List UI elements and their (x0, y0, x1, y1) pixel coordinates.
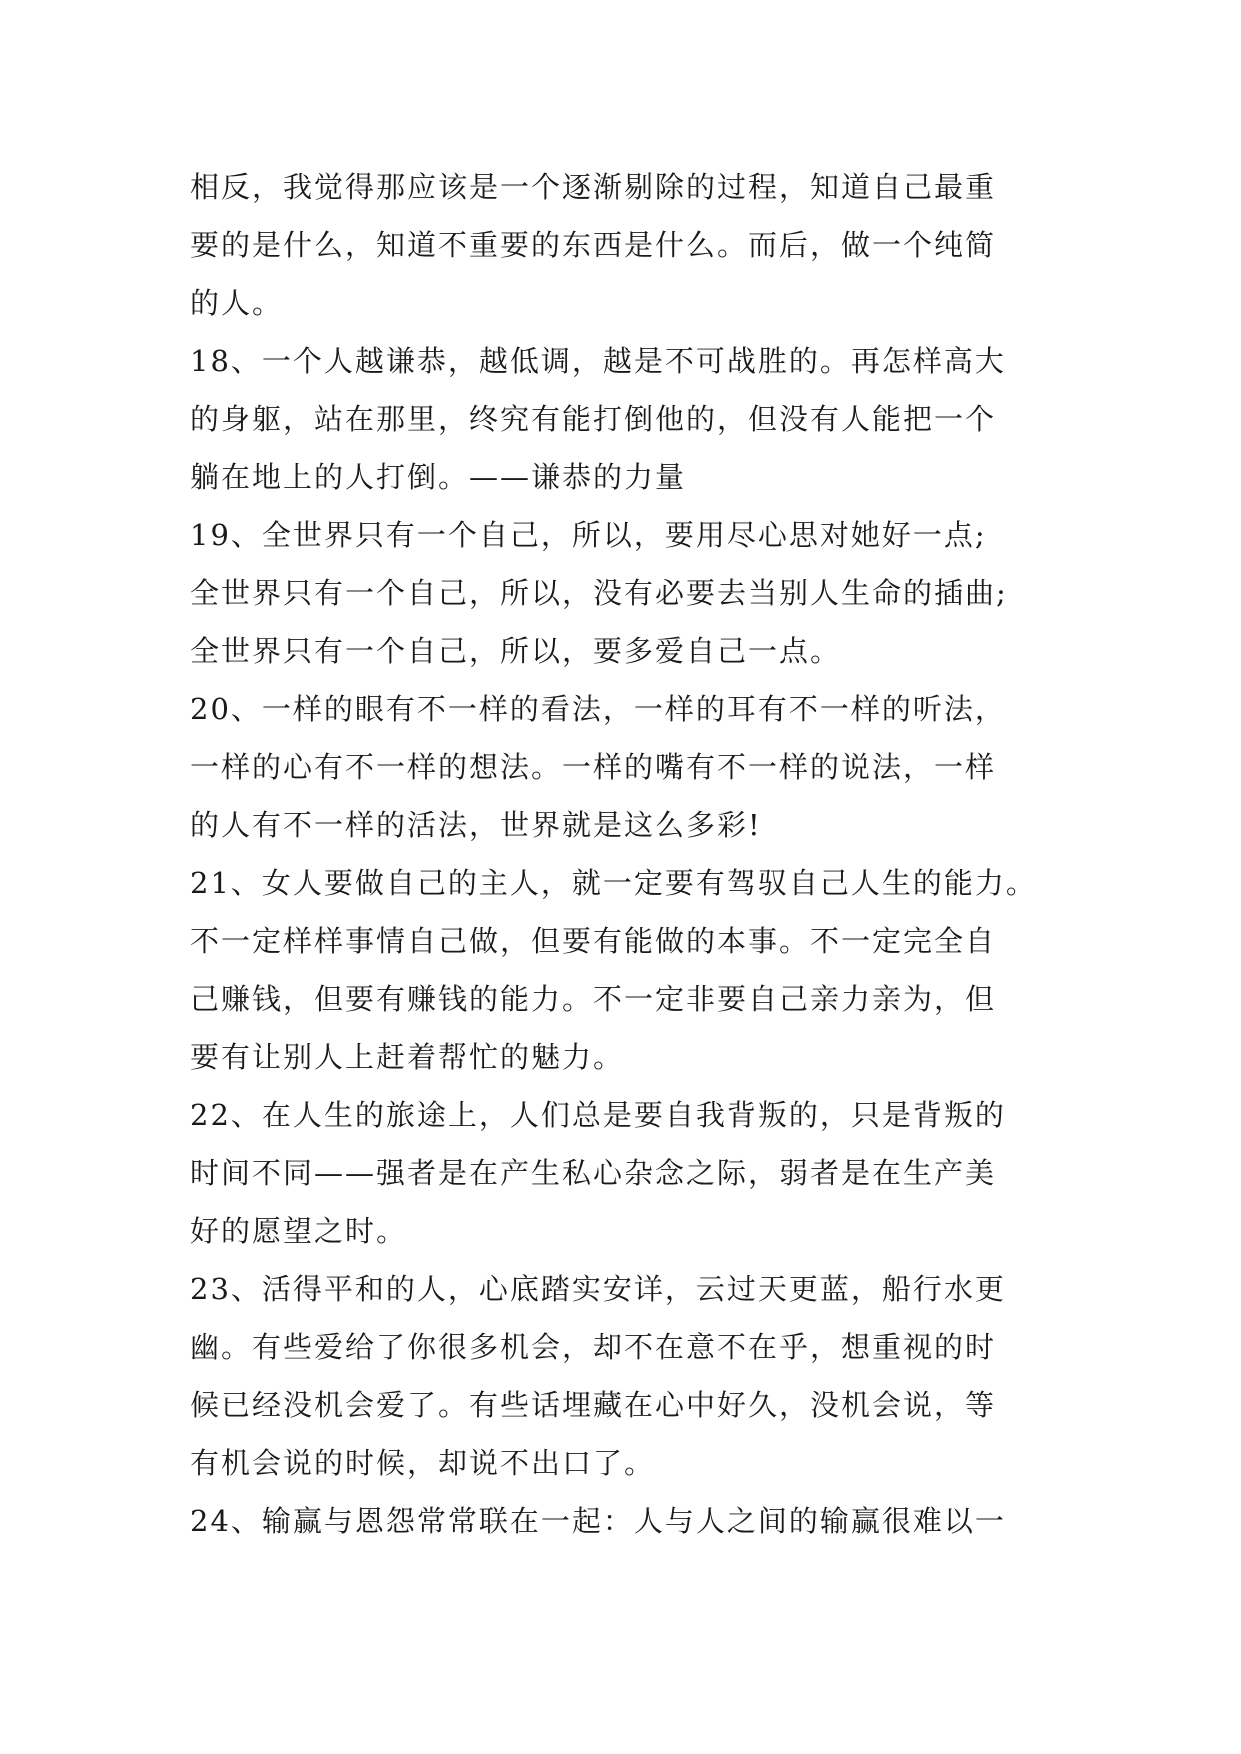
text-line: 不一定样样事情自己做，但要有能做的本事。不一定完全自 (190, 924, 997, 958)
text-line: 相反，我觉得那应该是一个逐渐剔除的过程，知道自己最重 (190, 170, 997, 204)
text-line: 己赚钱，但要有赚钱的能力。不一定非要自己亲力亲为，但 (190, 982, 997, 1016)
text-line: 的身躯，站在那里，终究有能打倒他的，但没有人能把一个 (190, 402, 997, 436)
text-line: 幽。有些爱给了你很多机会，却不在意不在乎，想重视的时 (190, 1330, 997, 1364)
text-line: 有机会说的时候，却说不出口了。 (190, 1446, 656, 1480)
text-line: 全世界只有一个自己，所以，没有必要去当别人生命的插曲; (190, 576, 1008, 610)
text-line: 的人有不一样的活法，世界就是这么多彩! (190, 808, 762, 842)
text-line: 好的愿望之时。 (190, 1214, 408, 1248)
text-line: 时间不同——强者是在产生私心杂念之际，弱者是在生产美 (190, 1156, 997, 1190)
text-line: 22、在人生的旅途上，人们总是要自我背叛的，只是背叛的 (190, 1098, 1006, 1132)
text-line: 全世界只有一个自己，所以，要多爱自己一点。 (190, 634, 842, 668)
text-line: 18、一个人越谦恭，越低调，越是不可战胜的。再怎样高大 (190, 344, 1006, 378)
text-line: 一样的心有不一样的想法。一样的嘴有不一样的说法，一样 (190, 750, 997, 784)
text-line: 要有让别人上赶着帮忙的魅力。 (190, 1040, 625, 1074)
text-line: 的人。 (190, 286, 284, 320)
text-line: 要的是什么，知道不重要的东西是什么。而后，做一个纯简 (190, 228, 997, 262)
text-line: 24、输赢与恩怨常常联在一起：人与人之间的输赢很难以一 (190, 1504, 1006, 1538)
body-text (190, 158, 1070, 1550)
text-line: 20、一样的眼有不一样的看法，一样的耳有不一样的听法， (190, 692, 1006, 726)
text-line: 23、活得平和的人，心底踏实安详，云过天更蓝，船行水更 (190, 1272, 1006, 1306)
text-line: 候已经没机会爱了。有些话埋藏在心中好久，没机会说，等 (190, 1388, 997, 1422)
text-line: 躺在地上的人打倒。——谦恭的力量 (190, 460, 687, 494)
text-line: 19、全世界只有一个自己，所以，要用尽心思对她好一点; (190, 518, 987, 552)
text-line: 21、女人要做自己的主人，就一定要有驾驭自己人生的能力。 (190, 866, 1037, 900)
